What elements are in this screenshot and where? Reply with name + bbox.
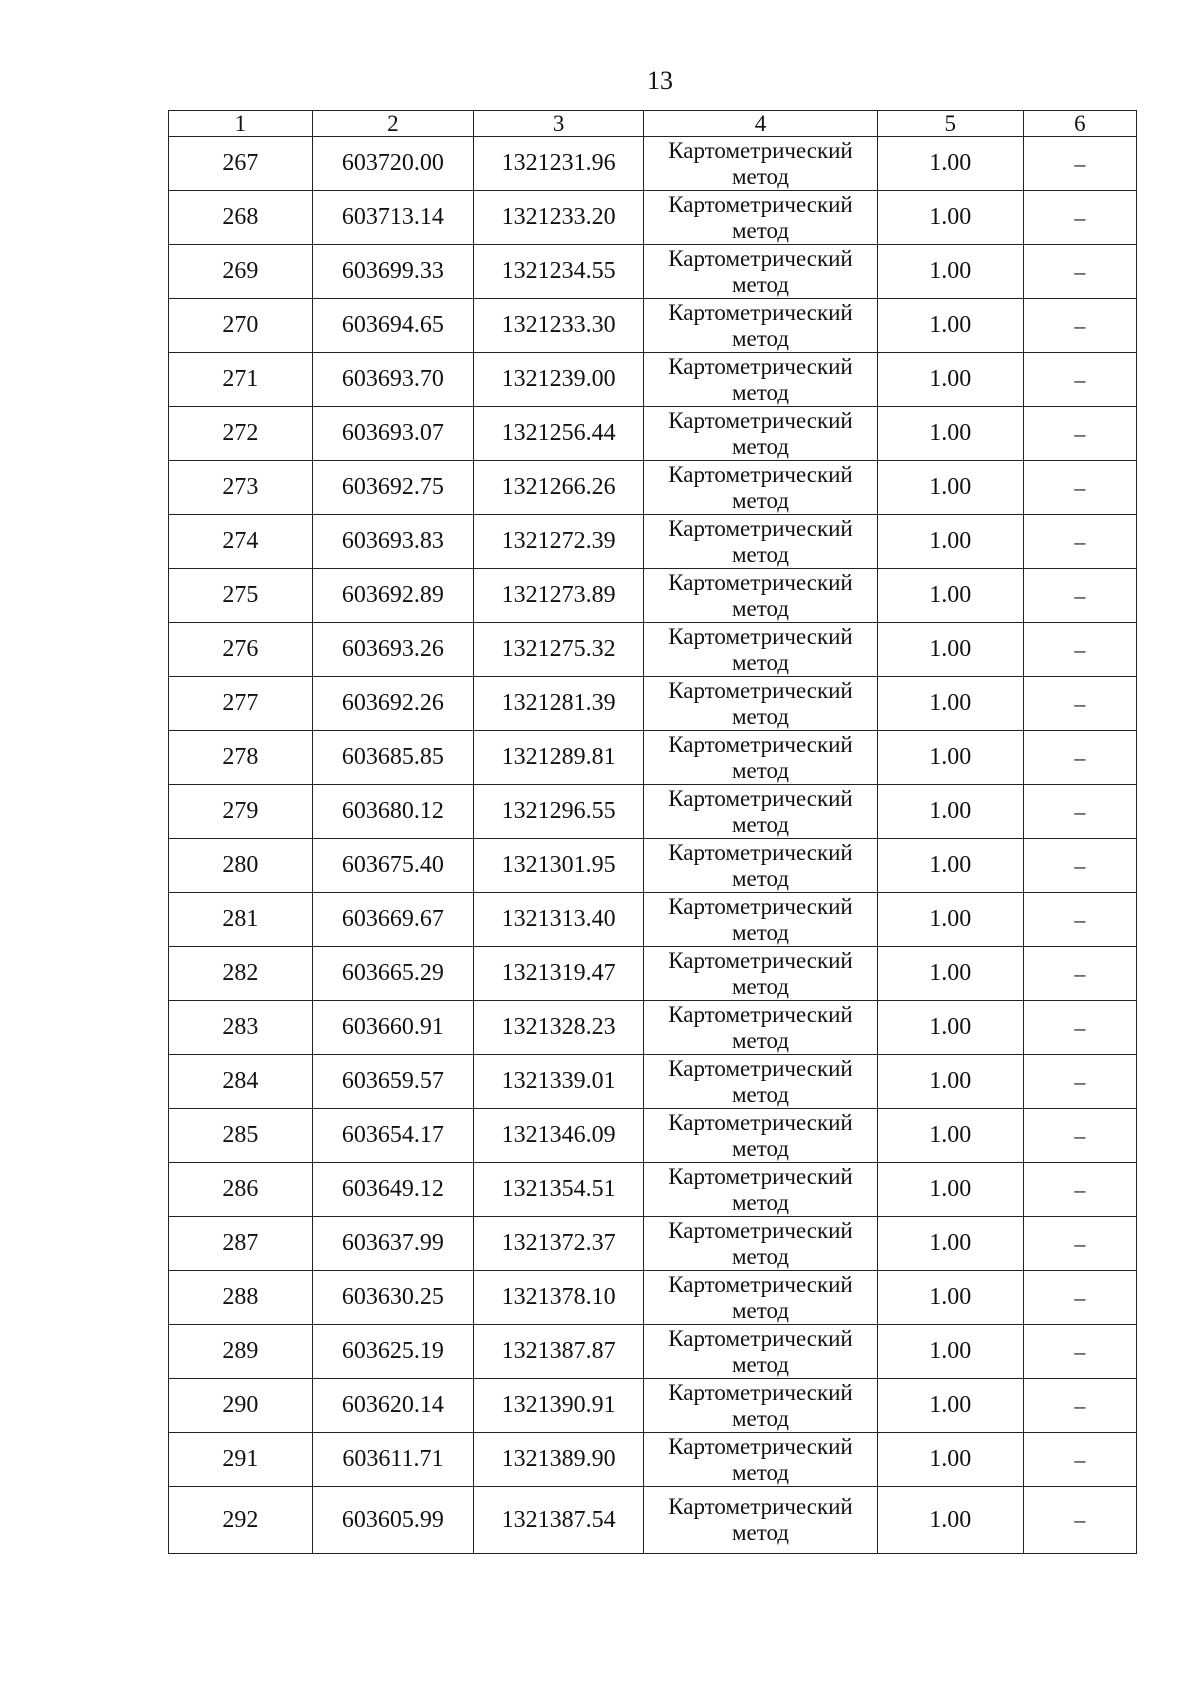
accuracy-cell: 1.00 bbox=[877, 1433, 1023, 1487]
table-row bbox=[169, 245, 1137, 299]
method-cell: Картометрический метод bbox=[644, 785, 878, 839]
y-coordinate-cell: 1321387.54 bbox=[474, 1487, 644, 1554]
table-row bbox=[169, 1163, 1137, 1217]
y-coordinate-cell: 1321378.10 bbox=[474, 1271, 644, 1325]
point-number-cell: 276 bbox=[169, 623, 313, 677]
note-cell: – bbox=[1023, 1109, 1136, 1163]
coordinates-table bbox=[168, 110, 1137, 1554]
table-row bbox=[169, 839, 1137, 893]
note-cell: – bbox=[1023, 245, 1136, 299]
point-number-cell: 270 bbox=[169, 299, 313, 353]
table-row bbox=[169, 1487, 1137, 1554]
table-row bbox=[169, 353, 1137, 407]
header-cell: 2 bbox=[312, 111, 474, 137]
method-cell: Картометрический метод bbox=[644, 353, 878, 407]
method-cell: Картометрический метод bbox=[644, 137, 878, 191]
y-coordinate-cell: 1321231.96 bbox=[474, 137, 644, 191]
table-row bbox=[169, 191, 1137, 245]
header-cell: 1 bbox=[169, 111, 313, 137]
method-cell: Картометрический метод bbox=[644, 839, 878, 893]
accuracy-cell: 1.00 bbox=[877, 1109, 1023, 1163]
y-coordinate-cell: 1321273.89 bbox=[474, 569, 644, 623]
table-row bbox=[169, 137, 1137, 191]
accuracy-cell: 1.00 bbox=[877, 1163, 1023, 1217]
note-cell: – bbox=[1023, 623, 1136, 677]
table-row bbox=[169, 1217, 1137, 1271]
note-cell: – bbox=[1023, 407, 1136, 461]
table-row bbox=[169, 1379, 1137, 1433]
x-coordinate-cell: 603660.91 bbox=[312, 1001, 474, 1055]
note-cell: – bbox=[1023, 785, 1136, 839]
accuracy-cell: 1.00 bbox=[877, 191, 1023, 245]
y-coordinate-cell: 1321301.95 bbox=[474, 839, 644, 893]
y-coordinate-cell: 1321296.55 bbox=[474, 785, 644, 839]
accuracy-cell: 1.00 bbox=[877, 893, 1023, 947]
y-coordinate-cell: 1321346.09 bbox=[474, 1109, 644, 1163]
table-row bbox=[169, 1109, 1137, 1163]
table-row bbox=[169, 1055, 1137, 1109]
accuracy-cell: 1.00 bbox=[877, 569, 1023, 623]
note-cell: – bbox=[1023, 1001, 1136, 1055]
accuracy-cell: 1.00 bbox=[877, 731, 1023, 785]
accuracy-cell: 1.00 bbox=[877, 515, 1023, 569]
point-number-cell: 291 bbox=[169, 1433, 313, 1487]
method-cell: Картометрический метод bbox=[644, 1271, 878, 1325]
method-cell: Картометрический метод bbox=[644, 623, 878, 677]
header-cell: 3 bbox=[474, 111, 644, 137]
note-cell: – bbox=[1023, 137, 1136, 191]
method-cell: Картометрический метод bbox=[644, 1055, 878, 1109]
x-coordinate-cell: 603692.75 bbox=[312, 461, 474, 515]
accuracy-cell: 1.00 bbox=[877, 1001, 1023, 1055]
x-coordinate-cell: 603694.65 bbox=[312, 299, 474, 353]
table-row bbox=[169, 1433, 1137, 1487]
x-coordinate-cell: 603605.99 bbox=[312, 1487, 474, 1554]
accuracy-cell: 1.00 bbox=[877, 245, 1023, 299]
y-coordinate-cell: 1321272.39 bbox=[474, 515, 644, 569]
x-coordinate-cell: 603625.19 bbox=[312, 1325, 474, 1379]
point-number-cell: 281 bbox=[169, 893, 313, 947]
y-coordinate-cell: 1321372.37 bbox=[474, 1217, 644, 1271]
point-number-cell: 269 bbox=[169, 245, 313, 299]
y-coordinate-cell: 1321354.51 bbox=[474, 1163, 644, 1217]
x-coordinate-cell: 603693.70 bbox=[312, 353, 474, 407]
method-cell: Картометрический метод bbox=[644, 1109, 878, 1163]
x-coordinate-cell: 603637.99 bbox=[312, 1217, 474, 1271]
point-number-cell: 287 bbox=[169, 1217, 313, 1271]
method-cell: Картометрический метод bbox=[644, 1379, 878, 1433]
point-number-cell: 285 bbox=[169, 1109, 313, 1163]
note-cell: – bbox=[1023, 299, 1136, 353]
y-coordinate-cell: 1321233.30 bbox=[474, 299, 644, 353]
point-number-cell: 278 bbox=[169, 731, 313, 785]
y-coordinate-cell: 1321289.81 bbox=[474, 731, 644, 785]
method-cell: Картометрический метод bbox=[644, 947, 878, 1001]
accuracy-cell: 1.00 bbox=[877, 407, 1023, 461]
y-coordinate-cell: 1321239.00 bbox=[474, 353, 644, 407]
page-number: 13 bbox=[647, 66, 673, 95]
y-coordinate-cell: 1321339.01 bbox=[474, 1055, 644, 1109]
method-cell: Картометрический метод bbox=[644, 1001, 878, 1055]
y-coordinate-cell: 1321319.47 bbox=[474, 947, 644, 1001]
x-coordinate-cell: 603659.57 bbox=[312, 1055, 474, 1109]
x-coordinate-cell: 603649.12 bbox=[312, 1163, 474, 1217]
note-cell: – bbox=[1023, 1325, 1136, 1379]
point-number-cell: 273 bbox=[169, 461, 313, 515]
note-cell: – bbox=[1023, 731, 1136, 785]
note-cell: – bbox=[1023, 839, 1136, 893]
point-number-cell: 274 bbox=[169, 515, 313, 569]
table-row bbox=[169, 1271, 1137, 1325]
x-coordinate-cell: 603699.33 bbox=[312, 245, 474, 299]
note-cell: – bbox=[1023, 677, 1136, 731]
method-cell: Картометрический метод bbox=[644, 407, 878, 461]
method-cell: Картометрический метод bbox=[644, 1433, 878, 1487]
accuracy-cell: 1.00 bbox=[877, 1271, 1023, 1325]
accuracy-cell: 1.00 bbox=[877, 677, 1023, 731]
accuracy-cell: 1.00 bbox=[877, 785, 1023, 839]
method-cell: Картометрический метод bbox=[644, 245, 878, 299]
method-cell: Картометрический метод bbox=[644, 191, 878, 245]
header-cell: 5 bbox=[877, 111, 1023, 137]
x-coordinate-cell: 603692.89 bbox=[312, 569, 474, 623]
table-row bbox=[169, 947, 1137, 1001]
point-number-cell: 277 bbox=[169, 677, 313, 731]
method-cell: Картометрический метод bbox=[644, 1487, 878, 1554]
x-coordinate-cell: 603669.67 bbox=[312, 893, 474, 947]
accuracy-cell: 1.00 bbox=[877, 461, 1023, 515]
point-number-cell: 272 bbox=[169, 407, 313, 461]
method-cell: Картометрический метод bbox=[644, 677, 878, 731]
point-number-cell: 279 bbox=[169, 785, 313, 839]
table-row bbox=[169, 569, 1137, 623]
note-cell: – bbox=[1023, 893, 1136, 947]
note-cell: – bbox=[1023, 947, 1136, 1001]
x-coordinate-cell: 603693.83 bbox=[312, 515, 474, 569]
point-number-cell: 280 bbox=[169, 839, 313, 893]
method-cell: Картометрический метод bbox=[644, 1325, 878, 1379]
table-row bbox=[169, 731, 1137, 785]
table-row bbox=[169, 623, 1137, 677]
note-cell: – bbox=[1023, 1055, 1136, 1109]
x-coordinate-cell: 603720.00 bbox=[312, 137, 474, 191]
note-cell: – bbox=[1023, 1163, 1136, 1217]
method-cell: Картометрический метод bbox=[644, 515, 878, 569]
point-number-cell: 275 bbox=[169, 569, 313, 623]
note-cell: – bbox=[1023, 1487, 1136, 1554]
method-cell: Картометрический метод bbox=[644, 299, 878, 353]
x-coordinate-cell: 603630.25 bbox=[312, 1271, 474, 1325]
table-row bbox=[169, 299, 1137, 353]
y-coordinate-cell: 1321328.23 bbox=[474, 1001, 644, 1055]
point-number-cell: 290 bbox=[169, 1379, 313, 1433]
y-coordinate-cell: 1321313.40 bbox=[474, 893, 644, 947]
y-coordinate-cell: 1321256.44 bbox=[474, 407, 644, 461]
point-number-cell: 288 bbox=[169, 1271, 313, 1325]
x-coordinate-cell: 603685.85 bbox=[312, 731, 474, 785]
y-coordinate-cell: 1321275.32 bbox=[474, 623, 644, 677]
method-cell: Картометрический метод bbox=[644, 461, 878, 515]
header-cell: 6 bbox=[1023, 111, 1136, 137]
accuracy-cell: 1.00 bbox=[877, 947, 1023, 1001]
note-cell: – bbox=[1023, 515, 1136, 569]
y-coordinate-cell: 1321281.39 bbox=[474, 677, 644, 731]
table-row bbox=[169, 1325, 1137, 1379]
note-cell: – bbox=[1023, 461, 1136, 515]
x-coordinate-cell: 603665.29 bbox=[312, 947, 474, 1001]
note-cell: – bbox=[1023, 1433, 1136, 1487]
method-cell: Картометрический метод bbox=[644, 1163, 878, 1217]
note-cell: – bbox=[1023, 569, 1136, 623]
y-coordinate-cell: 1321234.55 bbox=[474, 245, 644, 299]
x-coordinate-cell: 603693.26 bbox=[312, 623, 474, 677]
accuracy-cell: 1.00 bbox=[877, 1055, 1023, 1109]
x-coordinate-cell: 603611.71 bbox=[312, 1433, 474, 1487]
x-coordinate-cell: 603654.17 bbox=[312, 1109, 474, 1163]
table-row bbox=[169, 893, 1137, 947]
table-row bbox=[169, 1001, 1137, 1055]
method-cell: Картометрический метод bbox=[644, 569, 878, 623]
point-number-cell: 271 bbox=[169, 353, 313, 407]
accuracy-cell: 1.00 bbox=[877, 1217, 1023, 1271]
note-cell: – bbox=[1023, 1271, 1136, 1325]
x-coordinate-cell: 603692.26 bbox=[312, 677, 474, 731]
point-number-cell: 268 bbox=[169, 191, 313, 245]
accuracy-cell: 1.00 bbox=[877, 1325, 1023, 1379]
point-number-cell: 282 bbox=[169, 947, 313, 1001]
table-row bbox=[169, 677, 1137, 731]
point-number-cell: 284 bbox=[169, 1055, 313, 1109]
x-coordinate-cell: 603620.14 bbox=[312, 1379, 474, 1433]
x-coordinate-cell: 603713.14 bbox=[312, 191, 474, 245]
y-coordinate-cell: 1321266.26 bbox=[474, 461, 644, 515]
accuracy-cell: 1.00 bbox=[877, 1379, 1023, 1433]
x-coordinate-cell: 603680.12 bbox=[312, 785, 474, 839]
point-number-cell: 292 bbox=[169, 1487, 313, 1554]
x-coordinate-cell: 603675.40 bbox=[312, 839, 474, 893]
method-cell: Картометрический метод bbox=[644, 893, 878, 947]
note-cell: – bbox=[1023, 191, 1136, 245]
y-coordinate-cell: 1321233.20 bbox=[474, 191, 644, 245]
accuracy-cell: 1.00 bbox=[877, 299, 1023, 353]
table-row bbox=[169, 785, 1137, 839]
table-row bbox=[169, 461, 1137, 515]
point-number-cell: 283 bbox=[169, 1001, 313, 1055]
accuracy-cell: 1.00 bbox=[877, 623, 1023, 677]
table-header-row bbox=[169, 111, 1137, 137]
y-coordinate-cell: 1321387.87 bbox=[474, 1325, 644, 1379]
method-cell: Картометрический метод bbox=[644, 1217, 878, 1271]
note-cell: – bbox=[1023, 1379, 1136, 1433]
note-cell: – bbox=[1023, 353, 1136, 407]
point-number-cell: 267 bbox=[169, 137, 313, 191]
accuracy-cell: 1.00 bbox=[877, 137, 1023, 191]
y-coordinate-cell: 1321389.90 bbox=[474, 1433, 644, 1487]
accuracy-cell: 1.00 bbox=[877, 839, 1023, 893]
point-number-cell: 289 bbox=[169, 1325, 313, 1379]
accuracy-cell: 1.00 bbox=[877, 1487, 1023, 1554]
x-coordinate-cell: 603693.07 bbox=[312, 407, 474, 461]
table-row bbox=[169, 515, 1137, 569]
method-cell: Картометрический метод bbox=[644, 731, 878, 785]
y-coordinate-cell: 1321390.91 bbox=[474, 1379, 644, 1433]
accuracy-cell: 1.00 bbox=[877, 353, 1023, 407]
note-cell: – bbox=[1023, 1217, 1136, 1271]
point-number-cell: 286 bbox=[169, 1163, 313, 1217]
header-cell: 4 bbox=[644, 111, 878, 137]
table-row bbox=[169, 407, 1137, 461]
